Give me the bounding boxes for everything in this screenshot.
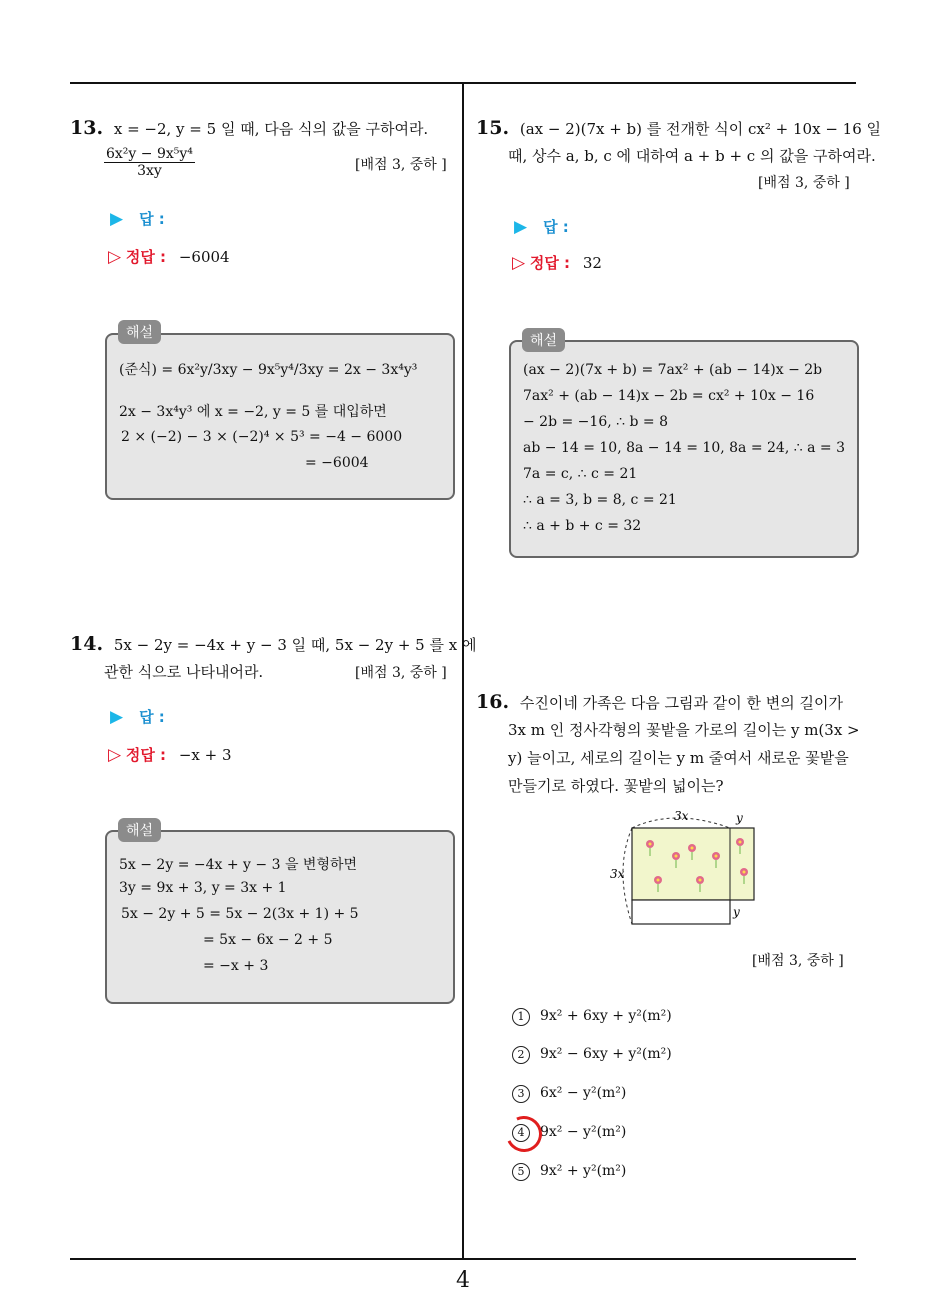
question-text: x = −2, y = 5 일 때, 다음 식의 값을 구하여라.	[113, 120, 429, 138]
correct-label: 정답 :	[125, 746, 167, 764]
explanation-tag: 해설	[522, 328, 565, 352]
question-text: 수진이네 가족은 다음 그림과 같이 한 변의 길이가	[519, 694, 844, 712]
explanation-box	[105, 830, 455, 1004]
answer-label: 답 :	[139, 708, 165, 726]
explanation-tag: 해설	[118, 818, 161, 842]
explanation-tag: 해설	[118, 320, 161, 344]
answer-line	[514, 216, 569, 237]
score-label: [배점 3, 중하 ]	[355, 665, 447, 681]
explanation-line: ∴ a + b + c = 32	[523, 518, 642, 534]
correct-value: −6004	[178, 248, 230, 266]
question-text: 3x m 인 정사각형의 꽃밭을 가로의 길이는 y m(3x >	[508, 721, 860, 739]
garden-figure	[604, 806, 764, 930]
explanation-line: 2 × (−2) − 3 × (−2)⁴ × 5³ = −4 − 6000	[121, 429, 403, 445]
fig-y-top-label: y	[736, 811, 743, 825]
answer-label: 답 :	[543, 218, 569, 236]
removed-strip	[632, 900, 730, 924]
choice-number: 5	[512, 1163, 530, 1181]
correct-answer	[512, 252, 602, 273]
choice-text: 9x² + 6xy + y²(m²)	[540, 1008, 672, 1024]
explanation-line: ∴ a = 3, b = 8, c = 21	[523, 492, 677, 508]
outline-triangle-icon: ▷	[512, 253, 526, 273]
explanation-line: (ax − 2)(7x + b) = 7ax² + (ab − 14)x − 2b	[523, 362, 823, 378]
question-text: 관한 식으로 나타내어라.	[104, 663, 264, 681]
choice-text: 6x² − y²(m²)	[540, 1085, 627, 1101]
choice-text: 9x² − y²(m²)	[540, 1124, 627, 1140]
garden-area	[632, 828, 754, 900]
fig-left-label: 3x	[610, 867, 625, 881]
question-number: 13.	[70, 117, 104, 139]
score-label: [배점 3, 중하 ]	[752, 953, 844, 969]
choice-number: 1	[512, 1008, 530, 1026]
question-number: 14.	[70, 633, 104, 655]
explanation-line: 5x − 2y = −4x + y − 3 을 변형하면	[119, 857, 358, 873]
correct-answer	[108, 744, 232, 765]
explanation-line: (준식) = 6x²y/3xy − 9x⁵y⁴/3xy = 2x − 3x⁴y³	[119, 362, 418, 378]
fig-top-label: 3x	[674, 809, 689, 823]
explanation-line: − 2b = −16, ∴ b = 8	[523, 414, 668, 430]
play-icon: ▶	[514, 217, 528, 237]
answer-label: 답 :	[139, 210, 165, 228]
choice-5[interactable]	[512, 1163, 626, 1181]
column-divider	[462, 82, 464, 1260]
explanation-line: = −6004	[305, 455, 369, 471]
play-icon: ▶	[110, 209, 124, 229]
play-icon: ▶	[110, 707, 124, 727]
fraction-denominator: 3xy	[137, 163, 162, 179]
explanation-line: = −x + 3	[203, 958, 269, 974]
explanation-line: 2x − 3x⁴y³ 에 x = −2, y = 5 를 대입하면	[119, 404, 387, 420]
question-text: y) 늘이고, 세로의 길이는 y m 줄여서 새로운 꽃밭을	[508, 749, 849, 767]
choice-number: 2	[512, 1046, 530, 1064]
fraction	[104, 146, 195, 179]
choice-2[interactable]	[512, 1046, 672, 1064]
selected-answer-mark	[501, 1111, 547, 1157]
fraction-numerator: 6x²y − 9x⁵y⁴	[106, 146, 193, 162]
question-number: 16.	[476, 691, 510, 713]
correct-value: 32	[582, 254, 602, 272]
explanation-line: 3y = 9x + 3, y = 3x + 1	[119, 880, 287, 896]
explanation-line: 7a = c, ∴ c = 21	[523, 466, 638, 482]
correct-value: −x + 3	[178, 746, 232, 764]
explanation-box	[509, 340, 859, 558]
explanation-line: 7ax² + (ab − 14)x − 2b = cx² + 10x − 16	[523, 388, 815, 404]
correct-label: 정답 :	[529, 254, 571, 272]
answer-line	[110, 208, 165, 229]
question-number: 15.	[476, 117, 510, 139]
score-label: [배점 3, 중하 ]	[758, 175, 850, 191]
correct-label: 정답 :	[125, 248, 167, 266]
score-label: [배점 3, 중하 ]	[355, 157, 447, 173]
explanation-line: = 5x − 6x − 2 + 5	[203, 932, 333, 948]
correct-answer	[108, 246, 230, 267]
choice-number: 3	[512, 1085, 530, 1103]
question-text: (ax − 2)(7x + b) 를 전개한 식이 cx² + 10x − 16 일	[519, 120, 881, 138]
explanation-box	[105, 333, 455, 500]
question-text: 5x − 2y = −4x + y − 3 일 때, 5x − 2y + 5 를 x 에	[113, 636, 477, 654]
outline-triangle-icon: ▷	[108, 745, 122, 765]
choice-3[interactable]	[512, 1085, 626, 1103]
choice-text: 9x² + y²(m²)	[540, 1163, 627, 1179]
fig-y-right-label: y	[733, 905, 740, 919]
outline-triangle-icon: ▷	[108, 247, 122, 267]
answer-line	[110, 706, 165, 727]
page-number: 4	[456, 1268, 470, 1293]
choice-number: 4	[512, 1124, 530, 1142]
question-text: 만들기로 하였다. 꽃밭의 넓이는?	[508, 777, 724, 795]
explanation-line: ab − 14 = 10, 8a − 14 = 10, 8a = 24, ∴ a = 3	[523, 440, 845, 456]
choice-text: 9x² − 6xy + y²(m²)	[540, 1046, 672, 1062]
choice-1[interactable]	[512, 1008, 672, 1026]
question-text: 때, 상수 a, b, c 에 대하여 a + b + c 의 값을 구하여라.	[508, 147, 876, 165]
explanation-line: 5x − 2y + 5 = 5x − 2(3x + 1) + 5	[121, 906, 359, 922]
